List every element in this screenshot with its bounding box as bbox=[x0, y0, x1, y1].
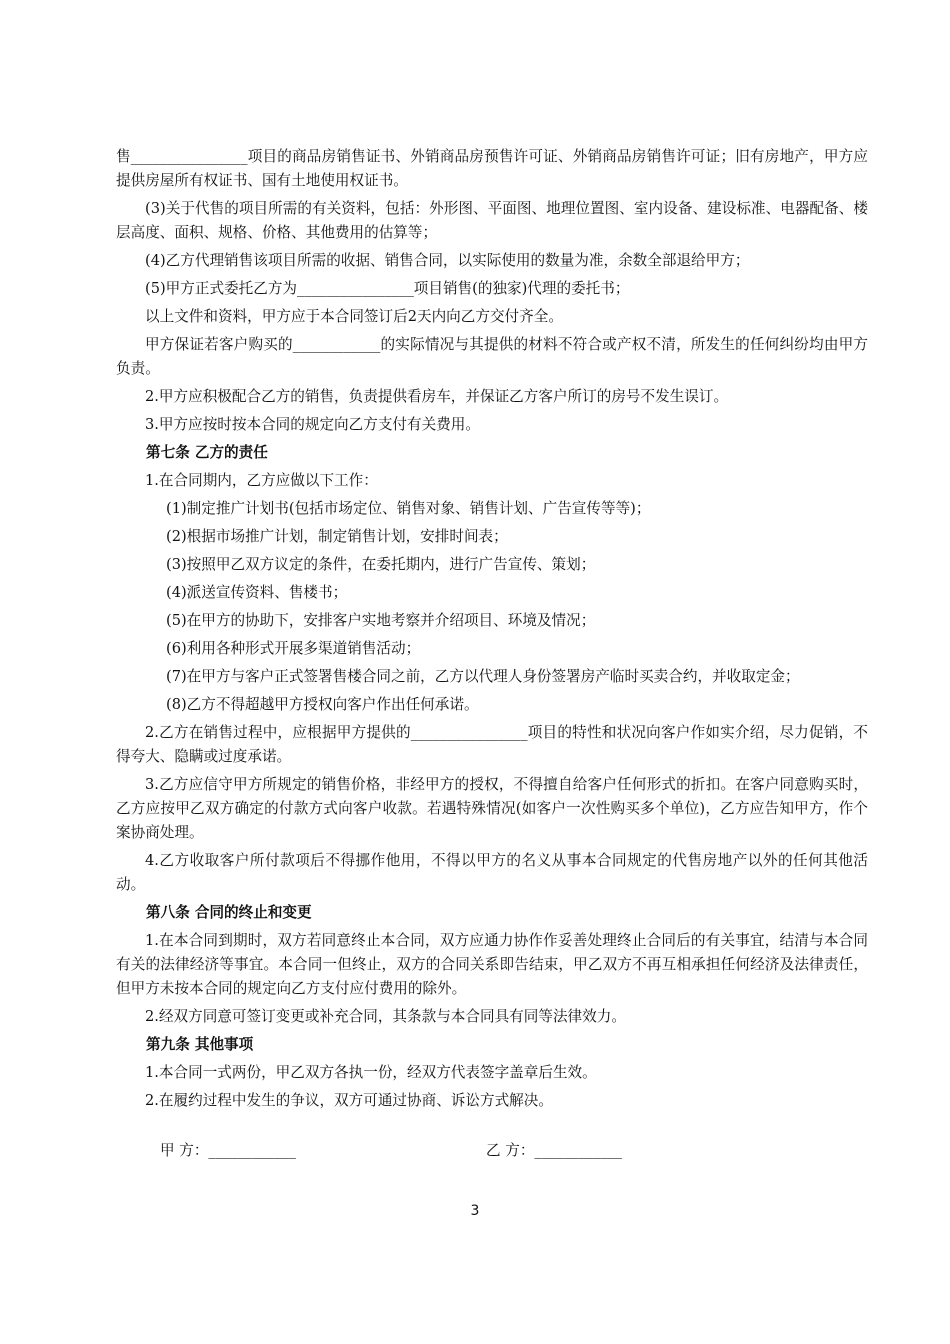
party-a-clause-2: 2.甲方应积极配合乙方的销售，负责提供看房车，并保证乙方客户所订的房号不发生误订。 bbox=[145, 388, 729, 405]
article-7-clause-3: 3.乙方应信守甲方所规定的销售价格，非经甲方的授权，不得擅自给客户任何形式的折扣。在客户同意购买时，乙方应按甲乙双方确定的付款方式向客户收款。若遇特殊情况(如客户一次性购买多个单位)，乙方应告知甲方，作个案协商处理。 bbox=[116, 776, 868, 841]
article-7-item: (4)派送宣传资料、售楼书； bbox=[166, 584, 348, 601]
article-7-item: (3)按照甲乙双方议定的条件，在委托期内，进行广告宣传、策划； bbox=[166, 556, 596, 573]
party-a-clause-3: 3.甲方应按时按本合同的规定向乙方支付有关费用。 bbox=[145, 416, 480, 433]
item-4-receipts: (4)乙方代理销售该项目所需的收据、销售合同，以实际使用的数量为准，余数全部退给甲方； bbox=[145, 252, 750, 269]
continued-paragraph: 售________________项目的商品房销售证书、外销商品房预售许可证、外销商品房销售许可证；旧有房地产，甲方应提供房屋所有权证书、国有土地使用权证书。 bbox=[116, 148, 868, 189]
article-8-clause-1: 1.在本合同到期时，双方若同意终止本合同，双方应通力协作作妥善处理终止合同后的有关事宜，结清与本合同有关的法律经济等事宜。本合同一但终止，双方的合同关系即告结束，甲乙双方不再互相承担任何经济及法律责任，但甲方未按本合同的规定向乙方支付应付费用的除外。 bbox=[116, 932, 868, 997]
party-b-signature-line: 乙 方：____________ bbox=[486, 1142, 622, 1159]
article-7-item: (6)利用各种形式开展多渠道销售活动； bbox=[166, 640, 421, 657]
contract-body bbox=[116, 145, 868, 1117]
item-5-authorization: (5)甲方正式委托乙方为________________项目销售(的独家)代理的委托书； bbox=[145, 280, 630, 297]
article-7-intro: 1.在合同期内，乙方应做以下工作： bbox=[145, 472, 378, 489]
article-7-clause-4: 4.乙方收取客户所付款项后不得挪作他用，不得以甲方的名义从事本合同规定的代售房地产以外的任何其他活动。 bbox=[116, 852, 868, 893]
article-7-item: (2)根据市场推广计划，制定销售计划，安排时间表； bbox=[166, 528, 508, 545]
article-7-item: (8)乙方不得超越甲方授权向客户作出任何承诺。 bbox=[166, 696, 479, 713]
article-7-item: (7)在甲方与客户正式签署售楼合同之前，乙方以代理人身份签署房产临时买卖合约，并收取定金； bbox=[166, 668, 800, 685]
item-3-materials: (3)关于代售的项目所需的有关资料，包括：外形图、平面图、地理位置图、室内设备、建设标准、电器配备、楼层高度、面积、规格、价格、其他费用的估算等； bbox=[116, 200, 868, 241]
party-a-signature-line: 甲 方：____________ bbox=[160, 1142, 296, 1159]
article-8-heading: 第八条 合同的终止和变更 bbox=[146, 904, 312, 921]
article-9-clause-1: 1.本合同一式两份，甲乙双方各执一份，经双方代表签字盖章后生效。 bbox=[145, 1064, 597, 1081]
article-9-heading: 第九条 其他事项 bbox=[146, 1036, 254, 1053]
article-8-clause-2: 2.经双方同意可签订变更或补充合同，其条款与本合同具有同等法律效力。 bbox=[145, 1008, 626, 1025]
documents-deadline: 以上文件和资料，甲方应于本合同签订后2天内向乙方交付齐全。 bbox=[145, 308, 563, 325]
article-9-clause-2: 2.在履约过程中发生的争议，双方可通过协商、诉讼方式解决。 bbox=[145, 1092, 553, 1109]
article-7-item: (1)制定推广计划书(包括市场定位、销售对象、销售计划、广告宣传等等)； bbox=[166, 500, 651, 517]
article-7-heading: 第七条 乙方的责任 bbox=[146, 444, 268, 461]
article-7-clause-2: 2.乙方在销售过程中，应根据甲方提供的________________项目的特性和状况向客户作如实介绍，尽力促销，不得夸大、隐瞒或过度承诺。 bbox=[116, 724, 868, 765]
party-a-guarantee: 甲方保证若客户购买的____________的实际情况与其提供的材料不符合或产权不清，所发生的任何纠纷均由甲方负责。 bbox=[116, 336, 868, 377]
article-7-item: (5)在甲方的协助下，安排客户实地考察并介绍项目、环境及情况； bbox=[166, 612, 596, 629]
page-number: 3 bbox=[470, 1203, 480, 1219]
